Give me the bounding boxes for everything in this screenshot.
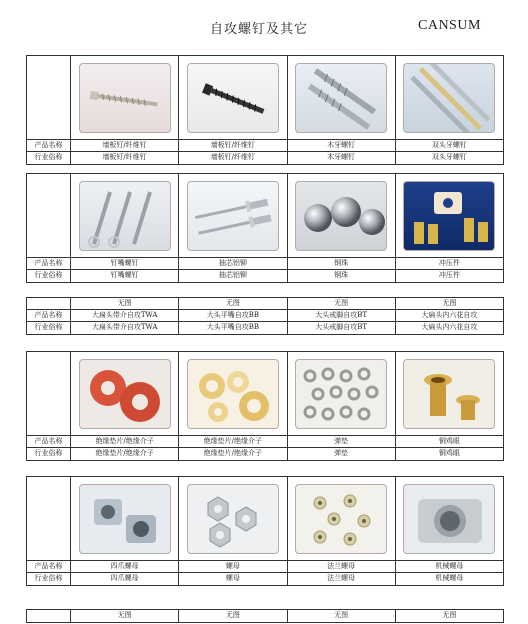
product-table-3 [26,297,504,335]
no-image-row [27,298,503,310]
trade-name: 绝缘垫片/绝缘介子 [71,448,179,460]
no-image-label: 无图 [179,298,287,309]
trade-name: 螺母 [179,573,287,585]
product-name: 冲压件 [438,259,460,267]
steel-ball-icon [295,181,387,251]
flange-nut-icon [295,484,387,554]
product-name: 大头戒脚自攻BT [288,310,396,321]
product-name: 法兰螺母 [288,561,396,572]
no-image-row [27,610,503,622]
trade-name: 铜鸡眼 [438,449,460,457]
trade-name: 墙板钉/纤维钉 [179,152,287,164]
trade-name: 大扁头带介自攻TWA [71,322,179,334]
page-title: 自攻螺钉及其它 [210,22,309,37]
product-table-2 [26,173,504,283]
row-label: 行业俗称 [27,270,71,282]
trade-name-row [27,152,503,164]
no-image-label: 无图 [288,298,396,309]
row-label: 产品名称 [27,561,71,572]
product-name-row [27,436,503,448]
no-image-label: 无图 [71,610,179,622]
stamping-part-icon [403,181,495,251]
product-name: 机械螺母 [435,562,464,570]
product-name: 木牙螺钉 [288,140,396,151]
row-label: 行业俗称 [27,448,71,460]
product-name-row [27,258,503,270]
four-claw-nut-icon [79,484,171,554]
eye-screw-icon [79,181,171,251]
product-table-5 [26,476,504,586]
double-thread-screw-icon [403,63,495,133]
trade-name: 大头戒脚自攻BT [288,322,396,334]
trade-name: 四爪螺母 [71,573,179,585]
product-name-row [27,310,503,322]
machine-nut-icon [403,484,495,554]
trade-name: 大头平嘴自攻BB [179,322,287,334]
trade-name: 绝缘垫片/绝缘介子 [179,448,287,460]
trade-name: 法兰螺母 [288,573,396,585]
product-name: 双头牙螺钉 [431,141,467,149]
insulating-washer-yellow-icon [187,359,279,429]
trade-name: 钉嘴螺钉 [71,270,179,282]
product-name: 大扁头带介自攻TWA [71,310,179,321]
product-name-row [27,561,503,573]
product-name: 墙板钉/纤维钉 [179,140,287,151]
insulating-washer-red-icon [79,359,171,429]
no-image-label: 无图 [442,611,457,619]
trade-name: 抽芯铝铆 [179,270,287,282]
row-label: 产品名称 [27,436,71,447]
trade-name-row [27,322,503,334]
product-name: 四爪螺母 [71,561,179,572]
brand-name: CANSUM [418,18,481,33]
product-name: 弹垫 [288,436,396,447]
trade-name-row [27,448,503,460]
trade-name: 弹垫 [288,448,396,460]
no-image-label: 无图 [71,298,179,309]
wood-screw-icon [295,63,387,133]
trade-name: 双头牙螺钉 [431,153,467,161]
product-table-4 [26,351,504,461]
no-image-label: 无图 [442,299,457,307]
trade-name-row [27,270,503,282]
row-label: 行业俗称 [27,152,71,164]
trade-name: 机械螺母 [435,574,464,582]
row-label: 产品名称 [27,258,71,269]
black-drywall-screw-icon [187,63,279,133]
product-name-row [27,140,503,152]
trade-name: 木牙螺钉 [288,152,396,164]
product-name: 绝缘垫片/绝缘介子 [179,436,287,447]
blind-rivet-icon [187,181,279,251]
trade-name: 钢珠 [288,270,396,282]
trade-name-row [27,573,503,585]
row-label: 产品名称 [27,140,71,151]
product-name: 大头平嘴自攻BB [179,310,287,321]
product-name: 绝缘垫片/绝缘介子 [71,436,179,447]
product-name: 钉嘴螺钉 [71,258,179,269]
trade-name: 冲压件 [438,271,460,279]
drywall-screw-icon [79,63,171,133]
row-label: 行业俗称 [27,573,71,585]
trade-name: 大扁头内六花自攻 [421,323,478,331]
product-table-1 [26,55,504,165]
product-name: 螺母 [179,561,287,572]
spring-washer-icon [295,359,387,429]
product-name: 墙板钉/纤维钉 [71,140,179,151]
no-image-label: 无图 [288,610,396,622]
row-label: 产品名称 [27,310,71,321]
product-name: 铜鸡眼 [438,437,460,445]
copper-eyelet-icon [403,359,495,429]
product-name: 钢珠 [288,258,396,269]
trade-name: 墙板钉/纤维钉 [71,152,179,164]
product-name: 抽芯铝铆 [179,258,287,269]
no-image-label: 无图 [179,610,287,622]
hex-nut-icon [187,484,279,554]
product-table-6 [26,609,504,623]
product-name: 大扁头内六花自攻 [421,311,478,319]
row-label: 行业俗称 [27,322,71,334]
